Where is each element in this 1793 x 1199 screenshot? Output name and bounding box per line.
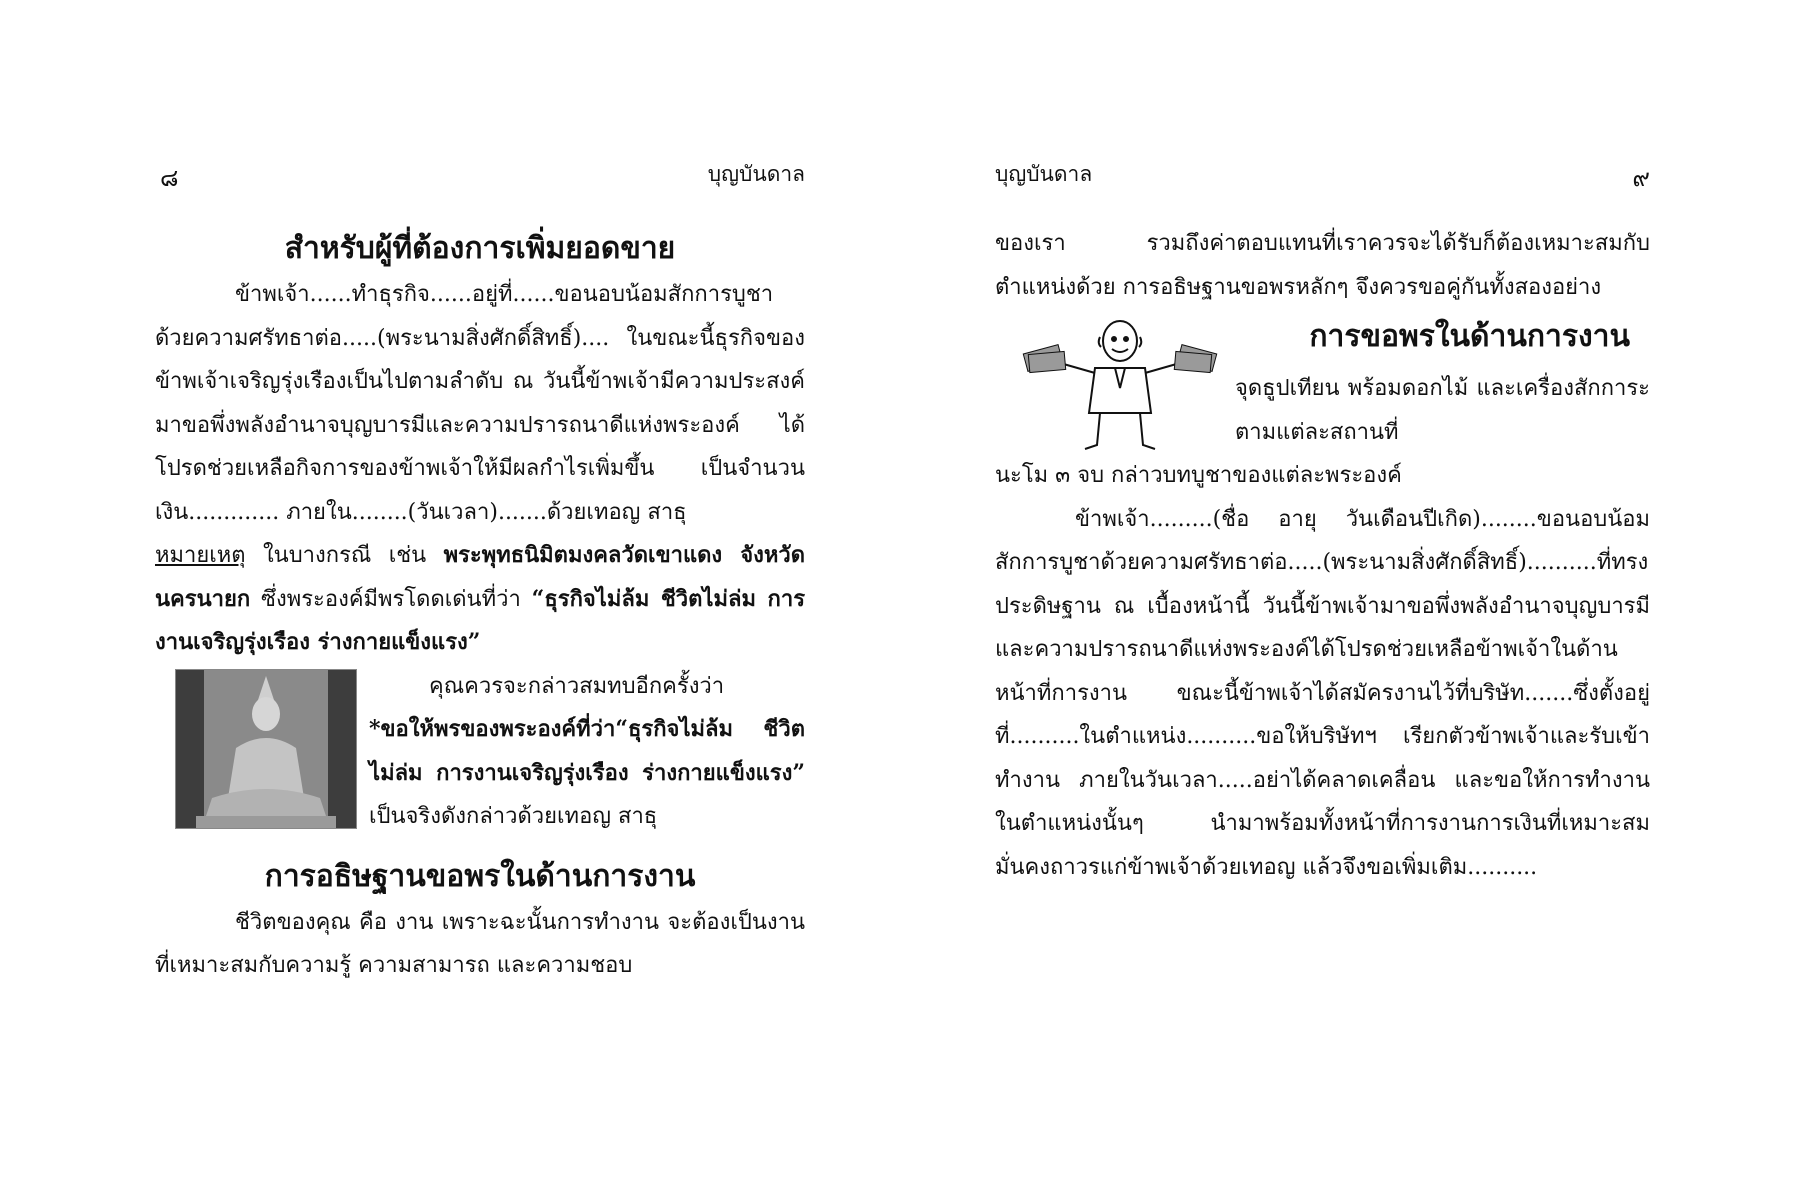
running-title: บุญบันดาล (995, 162, 1093, 186)
continuation-text: ของเรา รวมถึงค่าตอบแทนที่เราควรจะได้รับก็ต้องเหมาะสมกับตำแหน่งด้วย การอธิษฐานขอพรหลักๆ จึงควรขอคู่กันทั้งสองอย่าง (995, 231, 1650, 300)
section-heading-work: การขอพรในด้านการงาน (1309, 319, 1630, 354)
namo-line: นะโม ๓ จบ กล่าวบทบูชาของแต่ละพระองค์ (995, 463, 1402, 488)
cartoon-block (995, 313, 1650, 454)
right-page-body (995, 222, 1650, 889)
running-title: บุญบันดาล (707, 162, 805, 186)
ritual-instructions: จุดธูปเทียน พร้อมดอกไม้ และเครื่องสักการะตามแต่ละสถานที่ (1235, 376, 1650, 445)
work-intro: ชีวิตของคุณ คือ งาน เพราะฉะนั้นการทำงาน จะต้องเป็นงานที่เหมาะสมกับความรู้ ความสามารถ และความชอบ (155, 909, 805, 978)
note-quote: “ธุรกิจไม่ล้ม ชีวิตไม่ล่ม การงานเจริญรุ่งเรือง ร่างกายแข็งแรง” (155, 585, 806, 655)
page-number: ๘ (160, 164, 179, 192)
wish-bold: *ขอให้พรของพระองค์ที่ว่า“ธุรกิจไม่ล้ม ชีวิตไม่ล่ม การงานเจริญรุ่งเรือง ร่างกายแข็งแรง” (369, 716, 805, 786)
note-label: หมายเหตุ (155, 543, 246, 568)
work-prayer: ข้าพเจ้า.........(ชื่อ อายุ วันเดือนปีเกิด)........ขอนอบน้อมสักการบูชาด้วยความศรัทธาต่อ.....(พระนามสิ่งศักดิ์สิทธิ์)..........ที่ทรงประดิษฐาน ณ เบื้องหน้านี้ วันนี้ข้าพเจ้ามาขอพึ่งพลังอำนาจบุญบารมีและความปรารถนาดีแห่งพระองค์ได้โปรดช่วยเหลือข้าพเจ้าในด้านหน้าที่การงาน ขณะนี้ข้าพเจ้าได้สมัครงานไว้ที่บริษัท.......ซึ่งตั้งอยู่ที่..........ในตำแหน่ง..........ขอให้บริษัทฯ เรียกตัวข้าพเจ้าและรับเข้าทำงาน ภายในวันเวลา.....อย่าได้คลาดเคลื่อน และขอให้การทำงานในตำแหน่งนั้นๆ นำมาพร้อมทั้งหน้าที่การงานการเงินที่เหมาะสม มั่นคงถาวรแก่ข้าพเจ้าด้วยเทอญ แล้วจึงขอเพิ่มเติม.......... (995, 506, 1650, 880)
note-text-2: ซึ่งพระองค์มีพรโดดเด่นที่ว่า (250, 586, 532, 612)
sales-prayer: ข้าพเจ้า......ทำธุรกิจ......อยู่ที่......ขอนอบน้อมสักการบูชาด้วยความศรัทธาต่อ.....(พระนามสิ่งศักดิ์สิทธิ์).... ในขณะนี้ธุรกิจของข้าพเจ้าเจริญรุ่งเรืองเป็นไปตามลำดับ ณ วันนี้ข้าพเจ้ามีความประสงค์มาขอพึ่งพลังอำนาจบุญบารมีและความปรารถนาดีแห่งพระองค์ ได้โปรดช่วยเหลือกิจการของข้าพเจ้าให้มีผลกำไรเพิ่มขึ้น เป็นจำนวนเงิน............. ภายใน........(วันเวลา).......ด้วยเทอญ สาธุ (155, 282, 805, 525)
left-page (155, 0, 805, 1199)
page-number: ๙ (1632, 164, 1650, 192)
follow-up-line: คุณควรจะกล่าวสมทบอีกครั้งว่า (429, 673, 725, 699)
buddha-block (155, 665, 805, 839)
note-temple: พระพุทธนิมิตมงคลวัดเขาแดง จังหวัดนครนายก (155, 542, 805, 612)
left-page-body (155, 225, 805, 988)
buddha-image (175, 669, 357, 829)
businessman-cartoon (1015, 313, 1225, 453)
left-page-header (155, 158, 805, 192)
note-paragraph (155, 534, 805, 665)
section-heading-work-prayer: การอธิษฐานขอพรในด้านการงาน (264, 858, 696, 894)
section-heading-sales: สำหรับผู้ที่ต้องการเพิ่มยอดขาย (284, 231, 676, 266)
right-page (995, 0, 1650, 1199)
right-page-header (995, 158, 1650, 192)
wish-tail: เป็นจริงดังกล่าวด้วยเทอญ สาธุ (369, 804, 658, 829)
note-text: ในบางกรณี เช่น (245, 543, 444, 568)
